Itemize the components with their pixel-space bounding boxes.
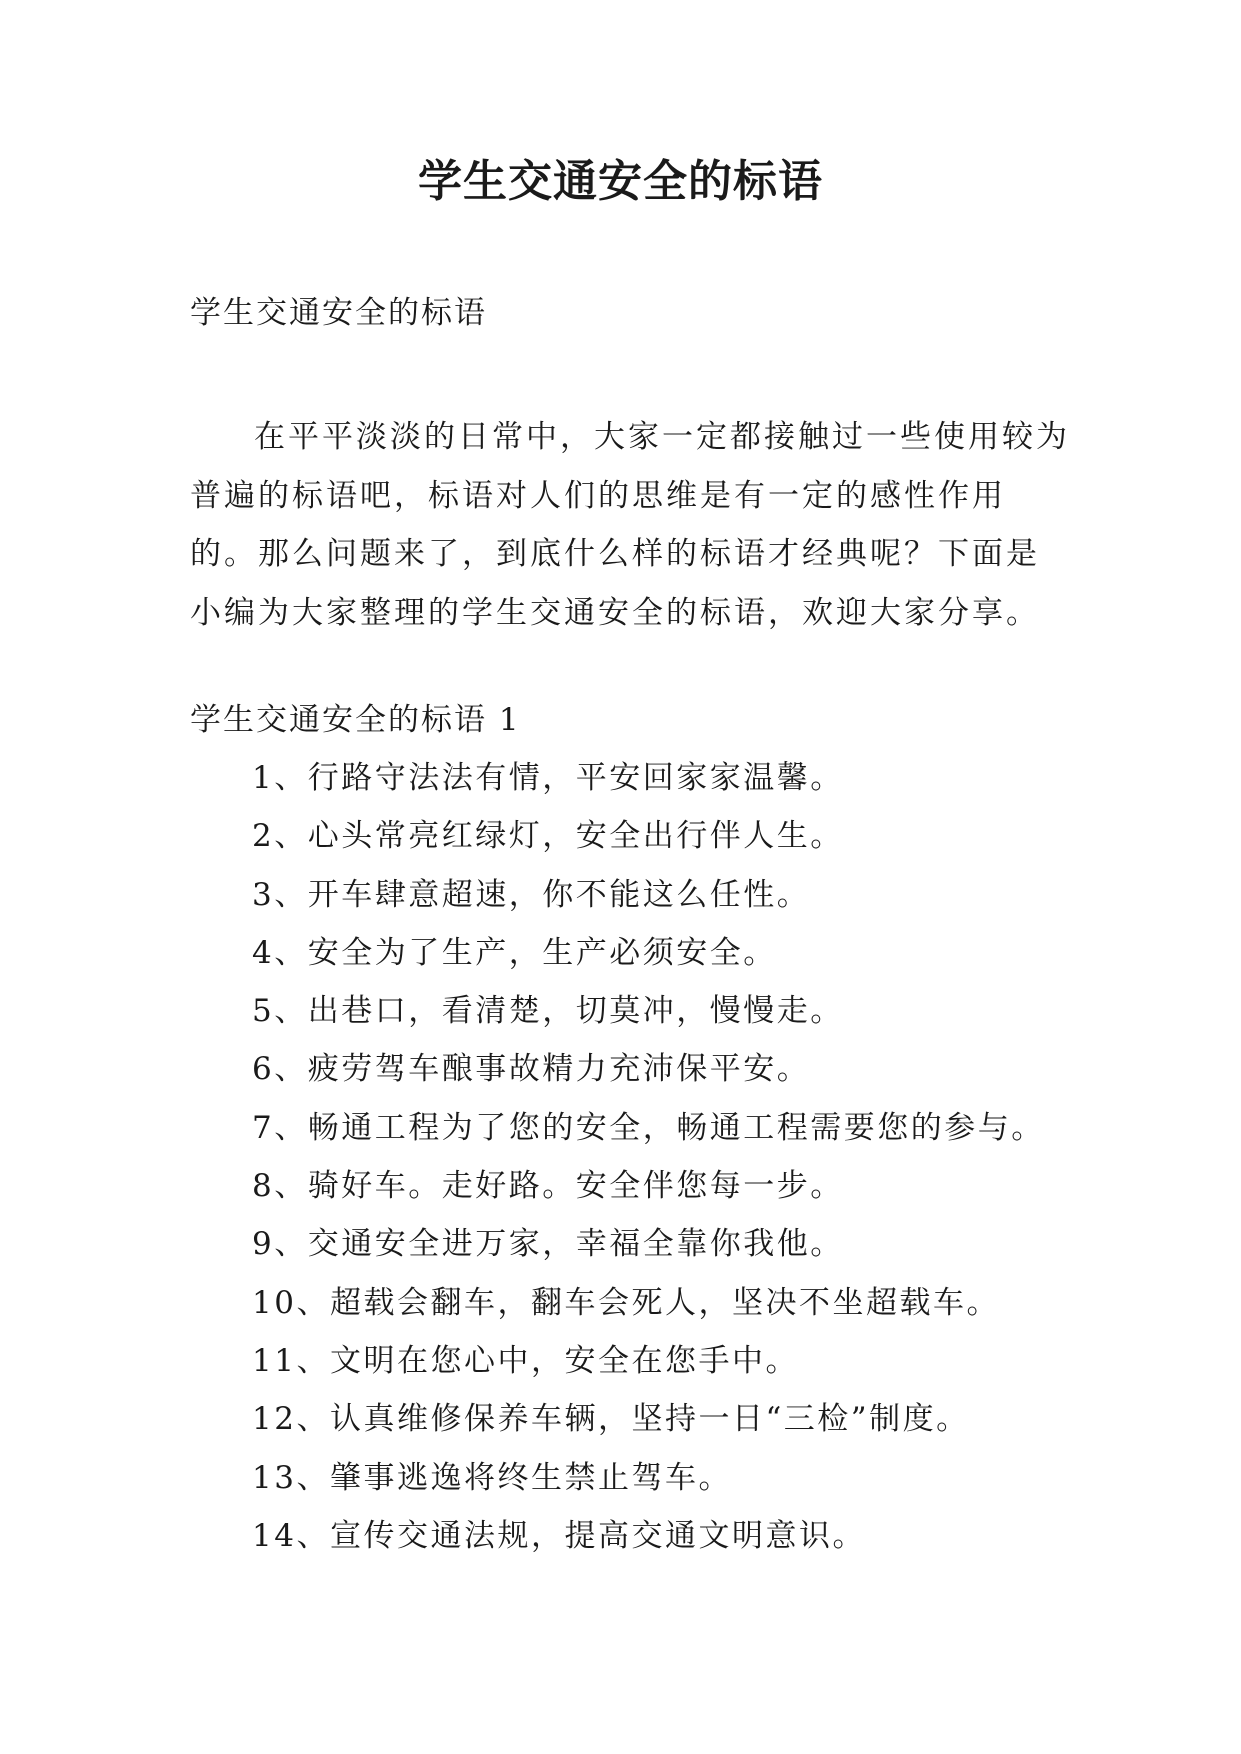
slogan-item: 7、畅通工程为了您的安全，畅通工程需要您的参与。 (252, 1109, 1045, 1146)
slogan-item: 10、超载会翻车，翻车会死人，坚决不坐超载车。 (252, 1284, 1000, 1321)
slogan-item: 6、疲劳驾车酿事故精力充沛保平安。 (252, 1051, 811, 1088)
slogan-item: 11、文明在您心中，安全在您手中。 (252, 1342, 799, 1379)
slogan-item: 1、行路守法法有情，平安回家家温馨。 (252, 760, 844, 796)
slogan-item: 12、认真维修保养车辆，坚持一日“三检”制度。 (252, 1401, 970, 1438)
slogan-item: 3、开车肆意超速，你不能这么任性。 (252, 876, 811, 913)
section-heading: 学生交通安全的标语 1 (190, 702, 521, 738)
slogan-item: 2、心头常亮红绿灯，安全出行伴人生。 (252, 818, 844, 855)
slogan-item: 13、肇事逃逸将终生禁止驾车。 (252, 1459, 732, 1496)
slogan-item: 4、安全为了生产，生产必须安全。 (252, 934, 777, 971)
slogan-item: 8、骑好车。走好路。安全伴您每一步。 (252, 1168, 844, 1205)
intro-paragraph: 在平平淡淡的日常中，大家一定都接触过一些使用较为普遍的标语吧，标语对人们的思维是有一定的感性作用的。那么问题来了，到底什么样的标语才经典呢？下面是小编为大家整理的学生交通安全的标语，欢迎大家分享。 (190, 419, 1070, 631)
slogan-item: 5、出巷口，看清楚，切莫冲，慢慢走。 (252, 993, 844, 1030)
slogan-item: 14、宣传交通法规，提高交通文明意识。 (252, 1517, 866, 1554)
document-title: 学生交通安全的标语 (418, 156, 823, 207)
intro-paragraph-block (190, 408, 1070, 642)
document-subtitle: 学生交通安全的标语 (190, 295, 487, 331)
slogan-item: 9、交通安全进万家，幸福全靠你我他。 (252, 1226, 844, 1263)
slogan-list (252, 758, 1045, 1574)
